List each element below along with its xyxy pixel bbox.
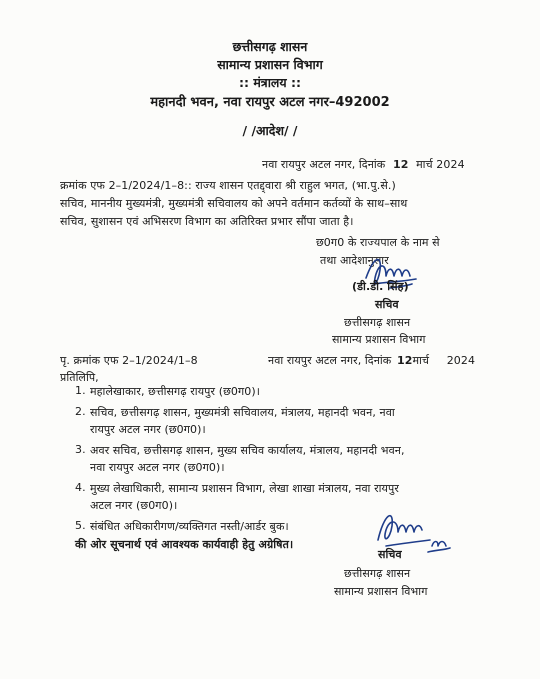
order-place-prefix: नवा रायपुर अटल नगर, दिनांक (262, 158, 386, 171)
copy-item-text: नवा रायपुर अटल नगर (छ0ग0)। (90, 461, 225, 474)
header-government: छत्तीसगढ़ शासन (232, 39, 308, 54)
copy-item-number: 5. (75, 519, 86, 532)
order-title: / /आदेश/ / (242, 123, 298, 138)
copy-item-text: अटल नगर (छ0ग0)। (90, 499, 178, 512)
governor-name-line: छ0ग0 के राज्यपाल के नाम से (316, 236, 440, 249)
closing-line: की ओर सूचनार्थ एवं आवश्यक कार्यवाही हेतु अग्रेषित। (75, 538, 294, 551)
header-ministry: :: मंत्रालय :: (238, 75, 302, 90)
endorsement-date-day: 12 (396, 354, 413, 367)
copy-item-number: 2. (75, 405, 86, 418)
order-body-line: क्रमांक एफ 2–1/2024/1–8:: राज्य शासन एतद्द्वारा श्री राहुल भगत, (भा.पु.से.) (60, 179, 396, 192)
endorsement-place-date (268, 353, 475, 368)
endorsement-date-year: 2024 (446, 354, 476, 367)
copy-item-text: मुख्य लेखाधिकारी, सामान्य प्रशासन विभाग, लेखा शाखा मंत्रालय, नवा रायपुर (90, 482, 399, 495)
header-department: सामान्य प्रशासन विभाग (217, 57, 323, 72)
endorsement-place-prefix: नवा रायपुर अटल नगर, दिनांक (268, 354, 392, 367)
order-date-rest: मार्च 2024 (416, 158, 465, 171)
endorsement-date-month: मार्च (412, 354, 430, 367)
copy-item-number: 3. (75, 443, 86, 456)
order-body-line: सचिव, माननीय मुख्यमंत्री, मुख्यमंत्री सचिवालय को अपने वर्तमान कर्तव्यों के साथ–साथ (60, 197, 408, 210)
copy-item-text: अवर सचिव, छत्तीसगढ़ शासन, मुख्य सचिव कार्यालय, मंत्रालय, महानदी भवन, (90, 444, 405, 457)
copy-to-label: प्रतिलिपि, (60, 371, 99, 384)
governor-order-line: तथा आदेशानुसार (320, 254, 389, 267)
endorsement-number: पृ. क्रमांक एफ 2–1/2024/1–8 (60, 354, 198, 367)
copy-item-text: सचिव, छत्तीसगढ़ शासन, मुख्यमंत्री सचिवालय, मंत्रालय, महानदी भवन, नवा (90, 406, 395, 419)
endorsement-signatory-department: सामान्य प्रशासन विभाग (334, 585, 428, 598)
signatory-government: छत्तीसगढ़ शासन (344, 316, 411, 329)
order-place-date (262, 157, 465, 172)
signatory-department: सामान्य प्रशासन विभाग (332, 333, 426, 346)
copy-item-number: 4. (75, 481, 86, 494)
signatory-title: सचिव (375, 298, 399, 311)
endorsement-signatory-government: छत्तीसगढ़ शासन (344, 567, 411, 580)
copy-item-text: रायपुर अटल नगर (छ0ग0)। (90, 423, 206, 436)
copy-item-number: 1. (75, 384, 86, 397)
signatory-name: (डी.डी. सिंह) (352, 280, 409, 293)
copy-item-text: संबंधित अधिकारीगण/व्यक्तिगत नस्ती/आर्डर बुक। (90, 520, 289, 533)
order-body-line: सचिव, सुशासन एवं अभिसरण विभाग का अतिरिक्त प्रभार सौंपा जाता है। (60, 215, 354, 228)
endorsement-signatory-title: सचिव (378, 548, 402, 561)
header-address: महानदी भवन, नवा रायपुर अटल नगर–492002 (150, 95, 390, 110)
order-date-day: 12 (392, 158, 409, 171)
copy-item-text: महालेखाकार, छत्तीसगढ़ रायपुर (छ0ग0)। (90, 385, 261, 398)
